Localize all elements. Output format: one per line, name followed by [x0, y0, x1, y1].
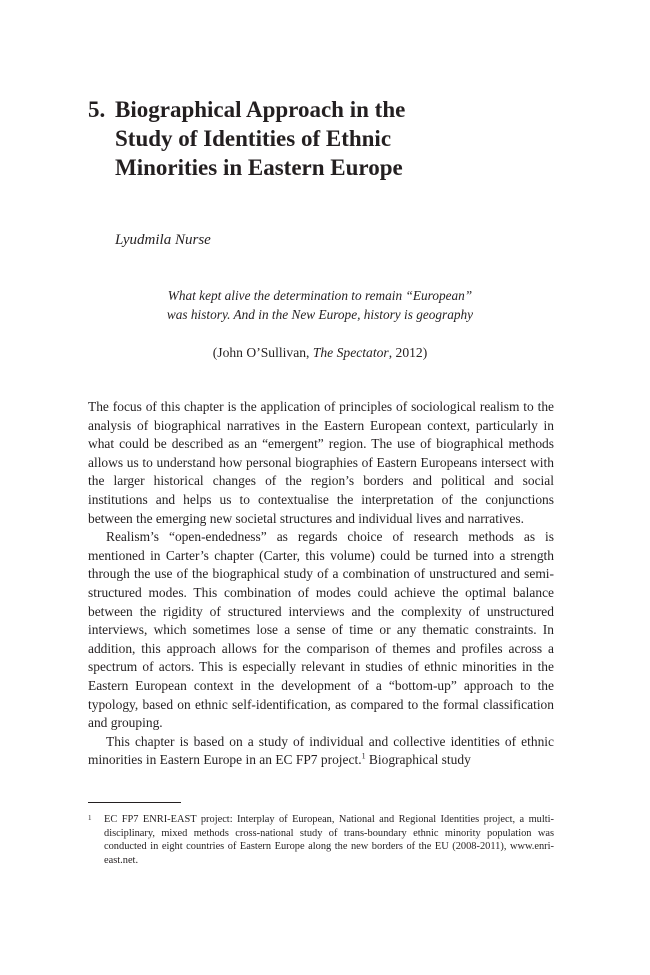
chapter-heading — [88, 95, 508, 182]
paragraph-3 — [88, 733, 554, 770]
paragraph-2: Realism’s “open-endedness” as regards choice of research methods as is mentioned in Carter’s chapter (Carter, this volume) could be turned into a strength through the use of the biographical study of a combination of unstructured and semi-structured modes. This combination of modes could achieve the optimal balance between the rigidity of structured interviews and the complexity of unstructured interviews, which sometimes lose a sense of time or any thematic constraints. In addition, this approach allows for the comparison of themes and profiles across a spectrum of actors. This is especially relevant in studies of ethnic minorities in the Eastern European context in the development of a “bottom-up” approach to the typology, based on ethnic self-identification, as compared to the formal classification and grouping. — [88, 529, 554, 731]
attribution-prefix: (John O’Sullivan, — [212, 345, 313, 360]
footnote — [88, 813, 554, 867]
attribution-suffix: , 2012) — [388, 345, 428, 360]
author-name: Lyudmila Nurse — [115, 232, 211, 248]
epigraph — [120, 287, 520, 324]
paragraph-3-continuation: Biographical study — [365, 752, 471, 768]
epigraph-attribution — [120, 343, 520, 363]
body-text — [88, 398, 554, 770]
epigraph-line-1: What kept alive the determination to remain “European” — [167, 288, 473, 303]
footnote-divider — [88, 802, 181, 803]
attribution-source: The Spectator — [312, 345, 389, 360]
paragraph-1: The focus of this chapter is the application of principles of sociological realism to the analysis of biographical narratives in the Eastern European context, particularly in what could be described as an “emergent” region. The use of biographical methods allows us to understand how personal biographies of Eastern Europeans intersect with the larger historical changes of the region’s borders and political and social institutions and helps us to contextualise the interpretation of the conjunctions between the emerging new societal structures and individual lives and narratives. — [88, 399, 554, 526]
footnote-reference: 1 — [361, 751, 366, 761]
footnote-number: 1 — [88, 814, 92, 822]
chapter-title: Biographical Approach in the Study of Identities of Ethnic Minorities in Eastern Europe — [115, 97, 406, 180]
paragraph-3-text: This chapter is based on a study of individual and collective identities of ethnic minorities in Eastern Europe in an EC FP7 project. — [88, 733, 554, 768]
footnote-text: EC FP7 ENRI-EAST project: Interplay of European, National and Regional Identities project, a multi-disciplinary, mixed methods cross-national study of trans-boundary ethnic minority population was conducted in eight countries of Eastern Europe along the new borders of the EU (2008-2011), www.enri-east.net. — [104, 814, 554, 866]
chapter-number: 5. — [88, 97, 106, 122]
epigraph-line-2: was history. And in the New Europe, history is geography — [166, 306, 474, 322]
